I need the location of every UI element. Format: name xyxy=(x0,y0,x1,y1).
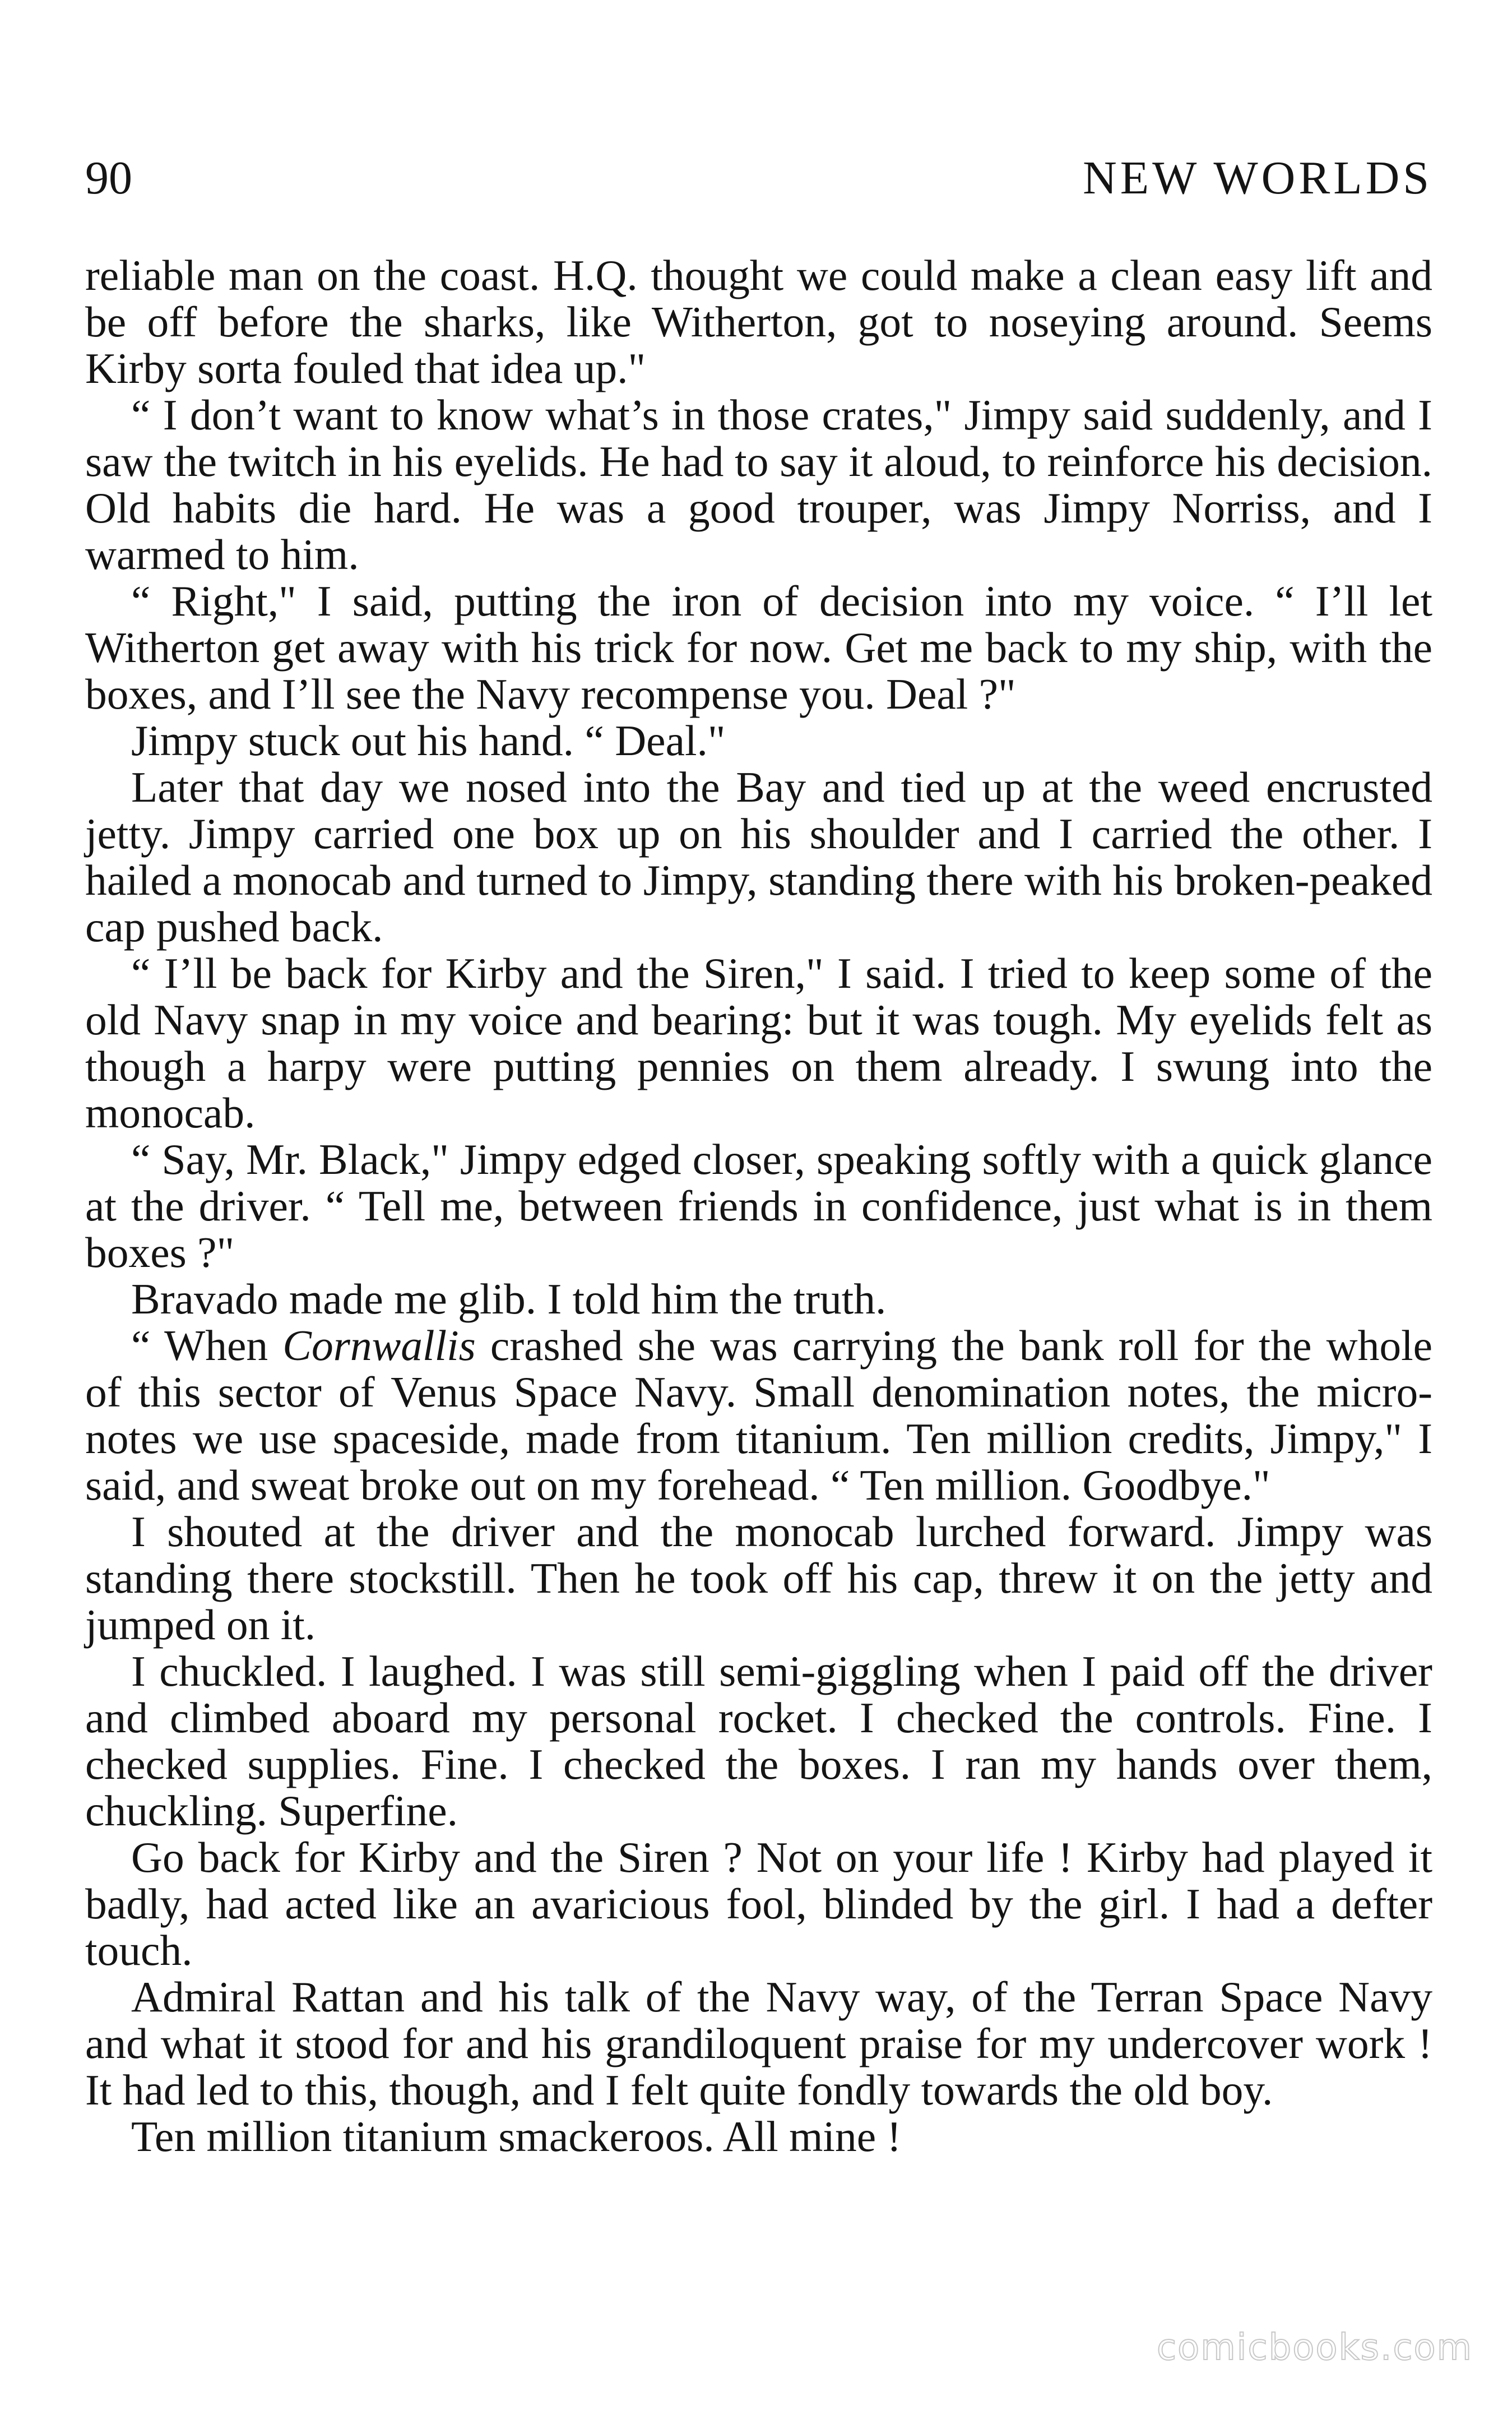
ship-name: Cornwallis xyxy=(282,1321,476,1370)
paragraph: I chuckled. I laughed. I was still semi-giggling when I paid off the driver and climbed aboard my personal rocket. I checked the controls. Fine. I checked supplies. Fine. I checked the boxes. I ran my hands over them, chuckling. Superfine. xyxy=(85,1647,1432,1835)
paragraph xyxy=(85,1322,1432,1509)
running-title: NEW WORLDS xyxy=(1083,152,1432,204)
paragraph: Go back for Kirby and the Siren ? Not on your life ! Kirby had played it badly, had acted like an avaricious fool, blinded by the girl. I had a defter touch. xyxy=(85,1833,1432,1974)
paragraph: Admiral Rattan and his talk of the Navy way, of the Terran Space Navy and what it stood for and his grandiloquent praise for my undercover work ! It had led to this, though, and I felt quite fondly towards the old boy. xyxy=(85,1973,1432,2114)
watermark: comicbooks.com xyxy=(1156,2327,1473,2369)
paragraph: Bravado made me glib. I told him the truth. xyxy=(131,1275,887,1323)
paragraph: I shouted at the driver and the monocab lurched forward. Jimpy was standing there stockstill. Then he took off his cap, threw it on the jetty and jumped on it. xyxy=(85,1507,1432,1649)
paragraph-lead: “ When xyxy=(131,1321,283,1370)
paragraph: “ I don’t want to know what’s in those crates," Jimpy said suddenly, and I saw the twitch in his eyelids. He had to say it aloud, to reinforce his decision. Old habits die hard. He was a good trouper, was Jimpy Norriss, and I warmed to him. xyxy=(85,391,1432,579)
page-number: 90 xyxy=(85,152,132,204)
paragraph: Jimpy stuck out his hand. “ Deal." xyxy=(131,716,726,765)
paragraph: “ Right," I said, putting the iron of decision into my voice. “ I’ll let Witherton get away with his trick for now. Get me back to my ship, with the boxes, and I’ll see the Navy recompense you. Deal ?" xyxy=(85,577,1432,718)
paragraph: “ I’ll be back for Kirby and the Siren," I said. I tried to keep some of the old Navy snap in my voice and bearing: but it was tough. My eyelids felt as though a harpy were putting pennies on them already. I swung into the monocab. xyxy=(85,949,1432,1137)
paragraph-rest: crashed she was carrying the bank roll for the whole of this sector of Venus Space Navy. Small denomination notes, the micro-notes we use spaceside, made from titanium. Ten million credits, Jimpy," I said, and sweat broke out on my forehead. “ Ten million. Goodbye." xyxy=(85,1321,1432,1509)
story-text xyxy=(85,252,1432,2160)
paragraph: “ Say, Mr. Black," Jimpy edged closer, speaking softly with a quick glance at the driver. “ Tell me, between friends in confidence, just what is in them boxes ?" xyxy=(85,1135,1432,1276)
paragraph: Later that day we nosed into the Bay and tied up at the weed encrusted jetty. Jimpy carried one box up on his shoulder and I carried the other. I hailed a monocab and turned to Jimpy, standing there with his broken-peaked cap pushed back. xyxy=(85,763,1432,951)
paragraph: Ten million titanium smackeroos. All mine ! xyxy=(131,2112,902,2161)
paragraph: reliable man on the coast. H.Q. thought we could make a clean easy lift and be off before the sharks, like Witherton, got to noseying around. Seems Kirby sorta fouled that idea up." xyxy=(85,251,1432,392)
